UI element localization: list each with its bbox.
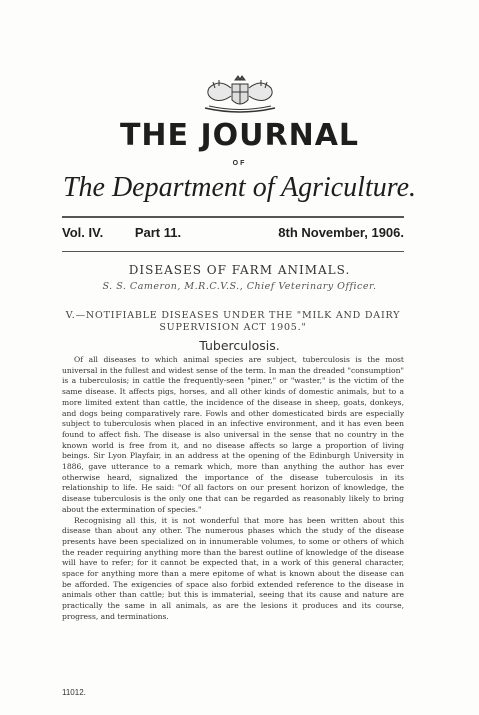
department-title: The Department of Agriculture. <box>62 172 417 203</box>
coat-of-arms-emblem <box>195 70 285 115</box>
volume-part <box>62 225 181 240</box>
page-footer-number: 11012. <box>62 688 86 697</box>
bottom-divider <box>62 251 404 252</box>
article-author: S. S. Cameron, M.R.C.V.S., Chief Veterinary Officer. <box>102 281 377 292</box>
body-paragraph: Recognising all this, it is not wonderful that more has been written about this disease than about any other. The numerous phases which the study of the disease presents have been specialized on in innumerable volumes, to some or others of which the reader requiring anything more than the barest outline of knowledge of the disease will have to refer; for it cannot be expected that, in a work of this general character, space for anything more than a mere epitome of what is known about the disease can be afforded. The exigencies of space also forbid extended reference to the disease in animals other than cattle; but this is immaterial, seeing that its cause and nature are practically the same in all animals, as are the lesions it produces and its course, progress, and terminations. <box>62 515 404 621</box>
body-paragraph: Of all diseases to which animal species are subject, tuberculosis is the most universal in the fullest and widest sense of the term. In man the dreaded "consumption" is a tuberculosis; in cattle the frequently-seen "piner," or "waster," is the victim of the same disease. It affects pigs, horses, and all other kinds of domestic animals, but to a more limited extent than cattle, the incidence of the disease in sheep, goats, donkeys, and dogs being comparatively rare. Fowls and other domesticated birds are especially subject to tuberculosis when placed in an infective environment, and it has even been found to affect fish. The disease is also universal in the sense that no country in the known world is free from it, and no disease affects so large a proportion of living beings. Sir Lyon Playfair, in an address at the opening of the Edinburgh University in 1886, gave utterance to a remark which, more than anything the author has ever otherwise heard, signalized the importance of the disease tuberculosis in its relationship to life. He said: "Of all factors on our present horizon of knowledge, the disease tuberculosis is the only one that can be regarded as reasonably likely to bring about the extermination of species." <box>62 355 404 514</box>
article-title: DISEASES OF FARM ANIMALS. <box>128 263 351 277</box>
part-label: Part 11. <box>134 225 182 240</box>
issue-date: 8th November, 1906. <box>278 225 404 240</box>
article-body <box>62 355 404 623</box>
top-divider <box>62 216 404 218</box>
section-heading: V.—NOTIFIABLE DISEASES UNDER THE "MILK AND DAIRY SUPERVISION ACT 1905." <box>65 310 401 333</box>
journal-title: THE JOURNAL <box>119 118 360 153</box>
issue-line <box>62 225 404 240</box>
volume-label: Vol. IV. <box>62 225 104 240</box>
title-connector: OF <box>232 160 247 167</box>
section-subheading: Tuberculosis. <box>199 338 280 353</box>
